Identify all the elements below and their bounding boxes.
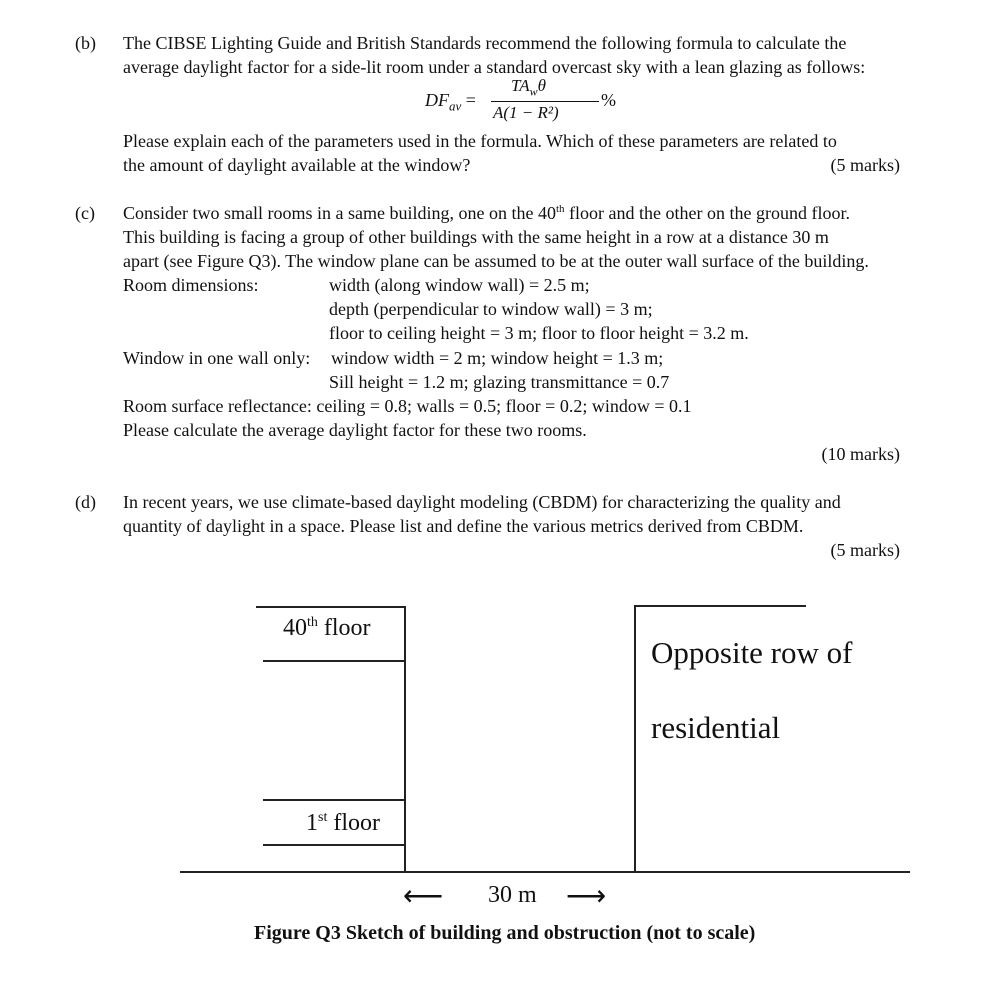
formula-percent: % [601, 90, 616, 110]
section-d-line2: quantity of daylight in a space. Please list and define the various metrics derived from CBDM. [123, 516, 804, 536]
section-c-marks: (10 marks) [821, 444, 900, 464]
left-arrow-icon: ⟵ [403, 881, 444, 912]
room-dim-width: width (along window wall) = 2.5 m; [329, 275, 590, 295]
distance-label: 30 m [488, 882, 537, 908]
surface-reflectance: Room surface reflectance: ceiling = 0.8; walls = 0.5; floor = 0.2; window = 0.1 [123, 396, 692, 416]
figure-caption: Figure Q3 Sketch of building and obstruction (not to scale) [254, 922, 756, 944]
room-dimensions-label: Room dimensions: [123, 275, 259, 295]
section-c-line3: apart (see Figure Q3). The window plane can be assumed to be at the outer wall surface of the building. [123, 251, 869, 271]
ground-line [180, 871, 910, 873]
formula-denominator: A(1 − R²) [493, 103, 559, 122]
floor-40-line [263, 660, 405, 662]
section-c-label: (c) [75, 203, 95, 223]
section-d-marks: (5 marks) [830, 540, 900, 560]
floor-40-label: 40th floor [283, 615, 371, 641]
section-b-marks: (5 marks) [830, 155, 900, 175]
opposite-building-top [636, 605, 806, 607]
residential-label: residential [651, 710, 781, 745]
right-arrow-icon: ⟶ [566, 881, 607, 912]
section-b-label: (b) [75, 33, 96, 53]
section-d-label: (d) [75, 492, 96, 512]
section-b-line2: average daylight factor for a side-lit room under a standard overcast sky with a lean glazing as follows: [123, 57, 866, 77]
section-b-line1: The CIBSE Lighting Guide and British Standards recommend the following formula to calculate the [123, 33, 847, 53]
opposite-building-wall [634, 605, 636, 872]
formula-numerator: $TA_w\theta$ [511, 76, 546, 99]
section-c-question: Please calculate the average daylight factor for these two rooms. [123, 420, 587, 440]
floor-1-top-line [263, 799, 405, 801]
window-dims: window width = 2 m; window height = 1.3 m; [331, 348, 664, 368]
opposite-row-label: Opposite row of [651, 635, 853, 670]
section-c-line1: Consider two small rooms in a same building, one on the 40th floor and the other on the ground floor. [123, 203, 850, 223]
room-dim-height: floor to ceiling height = 3 m; floor to floor height = 3.2 m. [329, 323, 749, 343]
left-building-wall [404, 606, 406, 872]
formula-lhs: $DF_{av}$ = [425, 90, 476, 114]
window-sill: Sill height = 1.2 m; glazing transmittance = 0.7 [329, 372, 670, 392]
section-d-line1: In recent years, we use climate-based daylight modeling (CBDM) for characterizing the quality and [123, 492, 841, 512]
floor-1-bottom-line [263, 844, 405, 846]
room-dim-depth: depth (perpendicular to window wall) = 3 m; [329, 299, 653, 319]
section-c-line2: This building is facing a group of other buildings with the same height in a row at a distance 30 m [123, 227, 829, 247]
section-b-line3: Please explain each of the parameters used in the formula. Which of these parameters are related to [123, 131, 837, 151]
window-label: Window in one wall only: [123, 348, 311, 368]
formula-fraction-bar [491, 101, 599, 102]
left-building-top [256, 606, 406, 608]
daylight-factor-formula [425, 76, 625, 126]
section-b-line4: the amount of daylight available at the window? [123, 155, 471, 175]
floor-1-label: 1st floor [306, 810, 380, 836]
